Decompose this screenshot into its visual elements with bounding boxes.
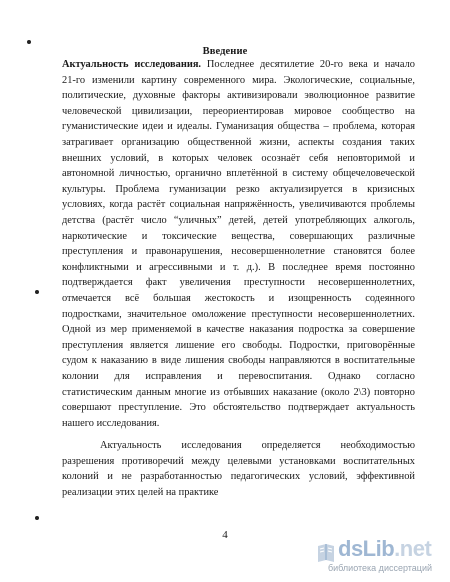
text-line: подростками, значительное омоложение преступности несовершеннолетних.: [62, 308, 415, 320]
text-line: Одной из мер применяемой в качестве наказания подростка за совершение: [62, 324, 415, 336]
text-line: внешних условий, в которых человек осознаёт себя неповторимой и: [62, 152, 415, 164]
text-line: культуры. Проблема гуманизации резко актуализируется в кризисных: [62, 183, 415, 195]
text-line: автономной личностью, органично вплетённой в систему общечеловеческой: [62, 168, 415, 180]
text-line: преступления является лишение его свободы. Подростки, приговорённые: [62, 339, 415, 351]
text-line: преступления и правонарушения, несовершеннолетние становятся более: [62, 246, 415, 258]
text-line: разрешения противоречий между целевыми установками воспитательных: [62, 455, 415, 467]
page-number: 4: [222, 529, 228, 541]
text-line: подтверждается факт увеличения преступности несовершеннолетних,: [62, 277, 415, 289]
watermark-subtitle: библиотека диссертаций: [328, 563, 433, 573]
lead-phrase: Актуальность исследования.: [62, 59, 202, 70]
text-line: затрагивает организацию общественной жизни, аспекты создания таких: [62, 137, 415, 148]
text-line: 21-го изменили картину современного мира. Экологические, социальные,: [62, 74, 415, 86]
text-line: наркотические и токсические вещества, совершающих различные: [62, 230, 415, 242]
text-line: человеческой цивилизации, переориентировав мировое сообщество на: [62, 105, 415, 117]
text-line: политические, духовные факторы активизировали эволюционное развитие: [62, 90, 415, 102]
text-line: конфликтными и агрессивными и т. д.). В последнее время постоянно: [62, 261, 415, 273]
text-line: статистическим данным многие из отбывших наказание (около 2\3) повторно: [62, 386, 415, 398]
scan-speck: [35, 516, 39, 520]
text-line: реализации этих целей на практике: [62, 486, 219, 498]
text-line: совершают преступление. Это обстоятельство подтверждает актуальность: [62, 402, 415, 414]
scan-speck: [27, 40, 31, 44]
text-line: Актуальность исследования определяется необходимостью: [100, 440, 415, 451]
text-line: Актуальность исследования. Последнее десятилетие 20-го века и начало: [62, 59, 415, 70]
text-line: гуманистические идеи и идеалы. Гуманизация общества – проблема, которая: [62, 121, 415, 133]
watermark-domain: dsLib.net: [338, 536, 432, 561]
text-line: условиях, когда растёт социальная напряжённость, увеличиваются проблемы: [62, 199, 415, 211]
text-line: отмечается всё большая жестокость и изощренность содеянного: [62, 293, 415, 304]
text-line: колонии для исправления и перевоспитания. Однако согласно: [62, 371, 415, 382]
scan-speck: [35, 290, 39, 294]
watermark: [316, 536, 444, 578]
text-line: нашего исследования.: [62, 417, 160, 429]
section-heading: Введение: [202, 46, 248, 57]
text-line: детства (растёт число “уличных” детей, детей употребляющих алкоголь,: [62, 215, 415, 226]
text-line: колоний и не разработанностью педагогических условий, эффективной: [62, 471, 415, 483]
text-line: судом к наказанию в виде лишения свободы направляются в воспитательные: [62, 355, 415, 367]
book-logo-icon: [316, 542, 336, 564]
